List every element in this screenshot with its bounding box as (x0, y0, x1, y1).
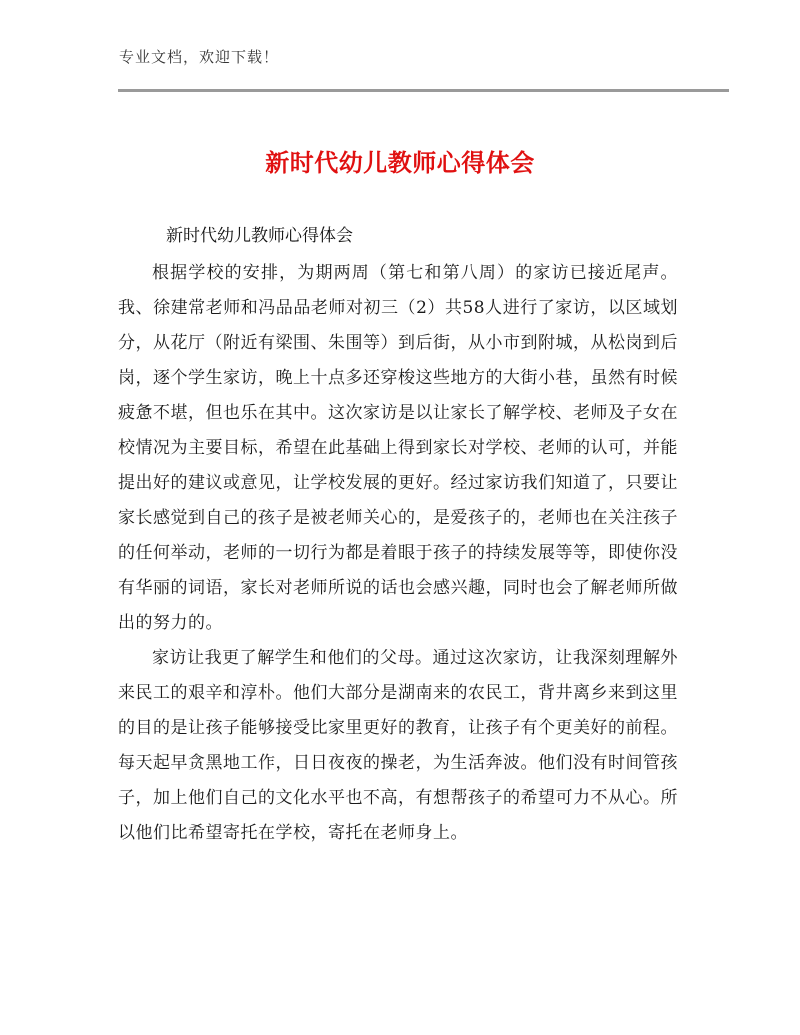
paragraph: 家访让我更了解学生和他们的父母。通过这次家访，让我深刻理解外来民工的艰辛和淳朴。他们大部分是湖南来的农民工，背井离乡来到这里的目的是让孩子能够接受比家里更好的教育，让孩子有个更美好的前程。每天起早贪黑地工作，日日夜夜的操老，为生活奔波。他们没有时间管孩子，加上他们自己的文化水平也不高，有想帮孩子的希望可力不从心。所以他们比希望寄托在学校，寄托在老师身上。 (118, 648, 678, 843)
document-body (118, 256, 678, 851)
paragraph: 根据学校的安排，为期两周（第七和第八周）的家访已接近尾声。我、徐建常老师和冯品品老师对初三（2）共58人进行了家访，以区域划分，从花厅（附近有梁围、朱围等）到后街，从小市到附城，从松岗到后岗，逐个学生家访，晚上十点多还穿梭这些地方的大街小巷，虽然有时候疲惫不堪，但也乐在其中。这次家访是以让家长了解学校、老师及子女在校情况为主要目标，希望在此基础上得到家长对学校、老师的认可，并能提出好的建议或意见，让学校发展的更好。经过家访我们知道了，只要让家长感觉到自己的孩子是被老师关心的，是爱孩子的，老师也在关注孩子的任何举动，老师的一切行为都是着眼于孩子的持续发展等等，即使你没有华丽的词语，家长对老师所说的话也会感兴趣，同时也会了解老师所做出的努力的。 (118, 263, 678, 633)
header-note: 专业文档，欢迎下载！ (119, 48, 280, 66)
header-divider (118, 89, 729, 92)
page-title: 新时代幼儿教师心得体会 (265, 149, 535, 177)
section-heading: 新时代幼儿教师心得体会 (166, 226, 353, 246)
